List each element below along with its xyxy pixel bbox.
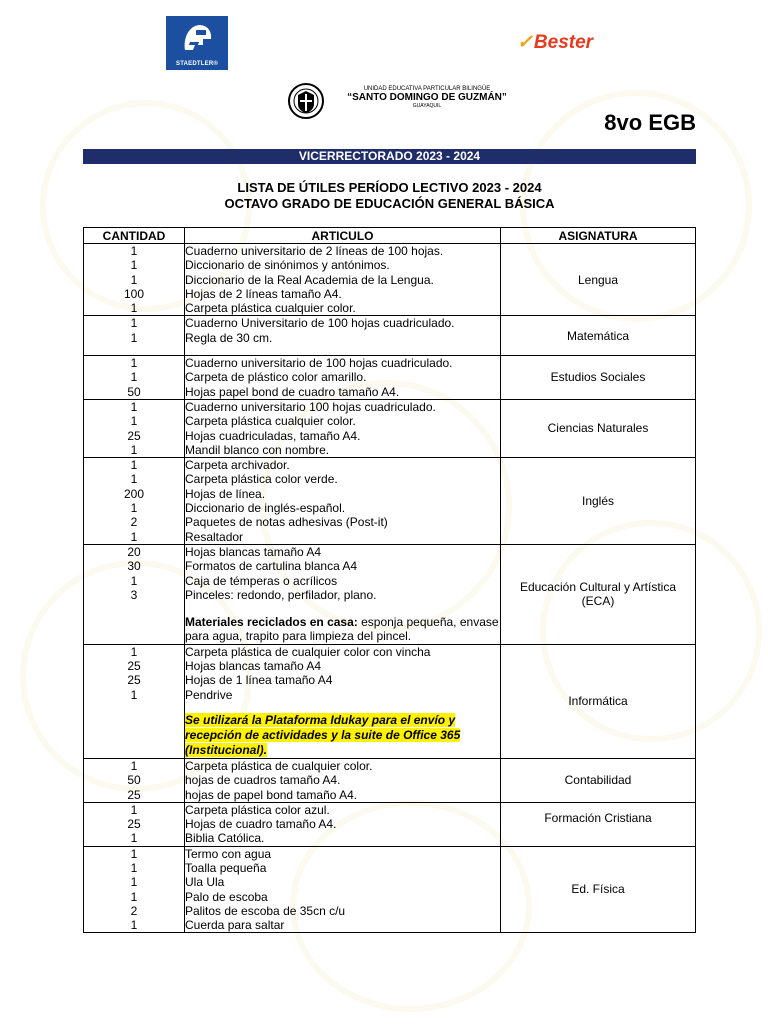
- qty-value: 1: [130, 860, 138, 875]
- table-row: [84, 846, 696, 933]
- article-text: Carpeta plástica cualquier color.: [185, 414, 356, 429]
- school-crest-icon: [286, 82, 326, 120]
- qty-value: 1: [130, 831, 138, 846]
- table-row: [84, 316, 696, 356]
- qty-value: 25: [127, 787, 141, 802]
- qty-value: 1: [130, 330, 138, 345]
- qty-cell: [84, 644, 185, 758]
- subject-cell: Ciencias Naturales: [501, 399, 696, 457]
- article-text: Diccionario de la Real Academia de la Lengua.: [185, 272, 434, 287]
- qty-value: 1: [130, 644, 138, 659]
- article-text: Biblia Católica.: [185, 831, 265, 846]
- qty-value: 1: [130, 458, 138, 473]
- qty-cell: [84, 544, 185, 644]
- qty-value: 1: [130, 846, 138, 861]
- article-text: Caja de témperas o acrílicos: [185, 573, 338, 588]
- qty-value: 25: [127, 428, 141, 443]
- qty-cell: [84, 356, 185, 400]
- table-row: [84, 244, 696, 316]
- staedtler-logo: [166, 16, 228, 70]
- subject-cell: Informática: [501, 644, 696, 758]
- qty-value: 1: [130, 758, 138, 773]
- qty-value: 1: [130, 687, 138, 702]
- school-city: GUAYAQUIL: [412, 103, 442, 109]
- article-text: Ula Ula: [185, 875, 225, 890]
- qty-value: 50: [127, 384, 141, 399]
- qty-value: 1: [130, 258, 138, 273]
- subject-cell: Educación Cultural y Artística (ECA): [501, 544, 696, 644]
- article-text: Hojas blancas tamaño A4: [185, 659, 322, 674]
- staedtler-helmet-icon: [179, 20, 215, 54]
- article-text: hojas de cuadros tamaño A4.: [185, 773, 341, 788]
- article-text: Cuaderno universitario 100 hojas cuadriculado.: [185, 399, 436, 414]
- school-name: “SANTO DOMINGO DE GUZMÁN”: [347, 92, 507, 103]
- qty-value: 1: [130, 244, 138, 258]
- qty-value: 20: [127, 544, 141, 559]
- header-cantidad: CANTIDAD: [84, 228, 185, 244]
- article-cell: [185, 644, 501, 758]
- qty-value: 1: [130, 370, 138, 385]
- qty-value: 2: [130, 903, 138, 918]
- article-cell: [185, 544, 501, 644]
- school-type: UNIDAD EDUCATIVA PARTICULAR BILINGÜE: [363, 86, 491, 92]
- qty-value: 1: [130, 272, 138, 287]
- subject-cell: Inglés: [501, 458, 696, 545]
- article-cell: [185, 458, 501, 545]
- subject-cell: Lengua: [501, 244, 696, 316]
- article-text: Pendrive: [185, 687, 233, 702]
- qty-value: 1: [130, 316, 138, 331]
- qty-value: 1: [130, 472, 138, 487]
- article-text: Toalla pequeña: [185, 860, 267, 875]
- article-text: hojas de papel bond tamaño A4.: [185, 787, 358, 802]
- article-text: Palo de escoba: [185, 889, 268, 904]
- article-text: Hojas cuadriculadas, tamaño A4.: [185, 428, 361, 443]
- article-text: Termo con agua: [185, 846, 272, 861]
- recycled-materials-note: [185, 615, 500, 644]
- header-asignatura: ASIGNATURA: [501, 228, 696, 244]
- bester-v-icon: ✓: [517, 32, 533, 53]
- table-row: [84, 458, 696, 545]
- header-articulo: ARTICULO: [185, 228, 501, 244]
- qty-value: 1: [130, 918, 138, 933]
- grade-label: 8vo EGB: [604, 110, 696, 135]
- article-cell: [185, 846, 501, 933]
- subject-cell: Ed. Física: [501, 846, 696, 933]
- qty-value: 1: [130, 529, 138, 544]
- qty-value: 2: [130, 515, 138, 530]
- note-text: esponja pequeña, envase para agua, trapito para limpieza del pincel.: [185, 615, 499, 644]
- table-row: [84, 544, 696, 644]
- table-row: [84, 356, 696, 400]
- qty-value: 200: [123, 486, 145, 501]
- bester-logo: [517, 31, 593, 54]
- table-row: [84, 399, 696, 457]
- article-text: Carpeta de plástico color amarillo.: [185, 370, 367, 385]
- article-text: Carpeta plástica cualquier color.: [185, 301, 356, 316]
- qty-value: 25: [127, 817, 141, 832]
- article-text: Palitos de escoba de 35cn c/u: [185, 903, 346, 918]
- article-text: Cuaderno universitario de 100 hojas cuadriculado.: [185, 356, 453, 371]
- qty-cell: [84, 846, 185, 933]
- qty-cell: [84, 802, 185, 846]
- table-row: [84, 802, 696, 846]
- article-text: Carpeta archivador.: [185, 458, 290, 473]
- school-header: [286, 82, 526, 120]
- table-row: [84, 644, 696, 758]
- article-text: Resaltador: [185, 529, 244, 544]
- note-label: Materiales reciclados en casa:: [185, 615, 358, 630]
- article-cell: [185, 356, 501, 400]
- article-cell: [185, 399, 501, 457]
- article-text: Diccionario de inglés-español.: [185, 501, 346, 516]
- article-text: Formatos de cartulina blanca A4: [185, 559, 358, 574]
- article-text: Cuaderno universitario de 2 líneas de 100 hojas.: [185, 244, 444, 258]
- article-text: Carpeta plástica color verde.: [185, 472, 338, 487]
- qty-value: 25: [127, 659, 141, 674]
- supplies-table: [83, 227, 696, 933]
- subject-cell: Matemática: [501, 316, 696, 356]
- article-text: Hojas de 1 línea tamaño A4: [185, 673, 333, 688]
- qty-value: 25: [127, 673, 141, 688]
- platform-highlight-note: Se utilizará la Plataforma Idukay para el envío y recepción de actividades y la suite de Office 365 (Institucional).: [185, 712, 461, 757]
- qty-value: 100: [123, 286, 145, 301]
- qty-value: 1: [130, 399, 138, 414]
- qty-value: 1: [130, 414, 138, 429]
- qty-value: 1: [130, 501, 138, 516]
- qty-value: 1: [130, 889, 138, 904]
- article-text: Pinceles: redondo, perfilador, plano.: [185, 587, 377, 602]
- subject-cell: Formación Cristiana: [501, 802, 696, 846]
- table-header-row: [84, 228, 696, 244]
- qty-value: 1: [130, 802, 138, 817]
- table-row: [84, 758, 696, 802]
- qty-value: 1: [130, 301, 138, 316]
- article-text: Carpeta plástica de cualquier color.: [185, 758, 373, 773]
- qty-value: 30: [127, 559, 141, 574]
- vicerrectorado-band: VICERRECTORADO 2023 - 2024: [83, 149, 696, 164]
- article-text: Paquetes de notas adhesivas (Post-it): [185, 515, 388, 530]
- article-text: Hojas de cuadro tamaño A4.: [185, 817, 337, 832]
- article-text: Hojas papel bond de cuadro tamaño A4.: [185, 384, 400, 399]
- qty-value: 50: [127, 773, 141, 788]
- article-text: Carpeta plástica color azul.: [185, 802, 330, 817]
- qty-cell: [84, 244, 185, 316]
- qty-cell: [84, 316, 185, 356]
- article-text: Cuaderno Universitario de 100 hojas cuadriculado.: [185, 316, 455, 331]
- article-text: Hojas de línea.: [185, 486, 266, 501]
- qty-cell: [84, 399, 185, 457]
- article-text: Hojas de 2 líneas tamaño A4.: [185, 286, 342, 301]
- qty-value: 1: [130, 875, 138, 890]
- qty-cell: [84, 458, 185, 545]
- article-text: Hojas blancas tamaño A4: [185, 544, 322, 559]
- article-text: Cuerda para saltar: [185, 918, 285, 933]
- article-cell: [185, 758, 501, 802]
- staedtler-logo-text: STAEDTLER®: [176, 61, 218, 67]
- article-cell: [185, 316, 501, 356]
- article-text: Carpeta plástica de cualquier color con vincha: [185, 644, 431, 659]
- bester-logo-text: Bester: [533, 31, 594, 53]
- qty-value: 1: [130, 442, 138, 457]
- qty-value: 1: [130, 573, 138, 588]
- qty-value: 1: [130, 356, 138, 371]
- subject-cell: Estudios Sociales: [501, 356, 696, 400]
- article-text: Diccionario de sinónimos y antónimos.: [185, 258, 390, 273]
- document-subtitle: OCTAVO GRADO DE EDUCACIÓN GENERAL BÁSICA: [224, 196, 555, 211]
- qty-cell: [84, 758, 185, 802]
- document-title: LISTA DE ÚTILES PERÍODO LECTIVO 2023 - 2024: [237, 180, 542, 195]
- article-text: Mandil blanco con nombre.: [185, 442, 330, 457]
- qty-value: 3: [130, 587, 138, 602]
- article-text: Regla de 30 cm.: [185, 330, 273, 345]
- subject-cell: Contabilidad: [501, 758, 696, 802]
- article-cell: [185, 244, 501, 316]
- article-cell: [185, 802, 501, 846]
